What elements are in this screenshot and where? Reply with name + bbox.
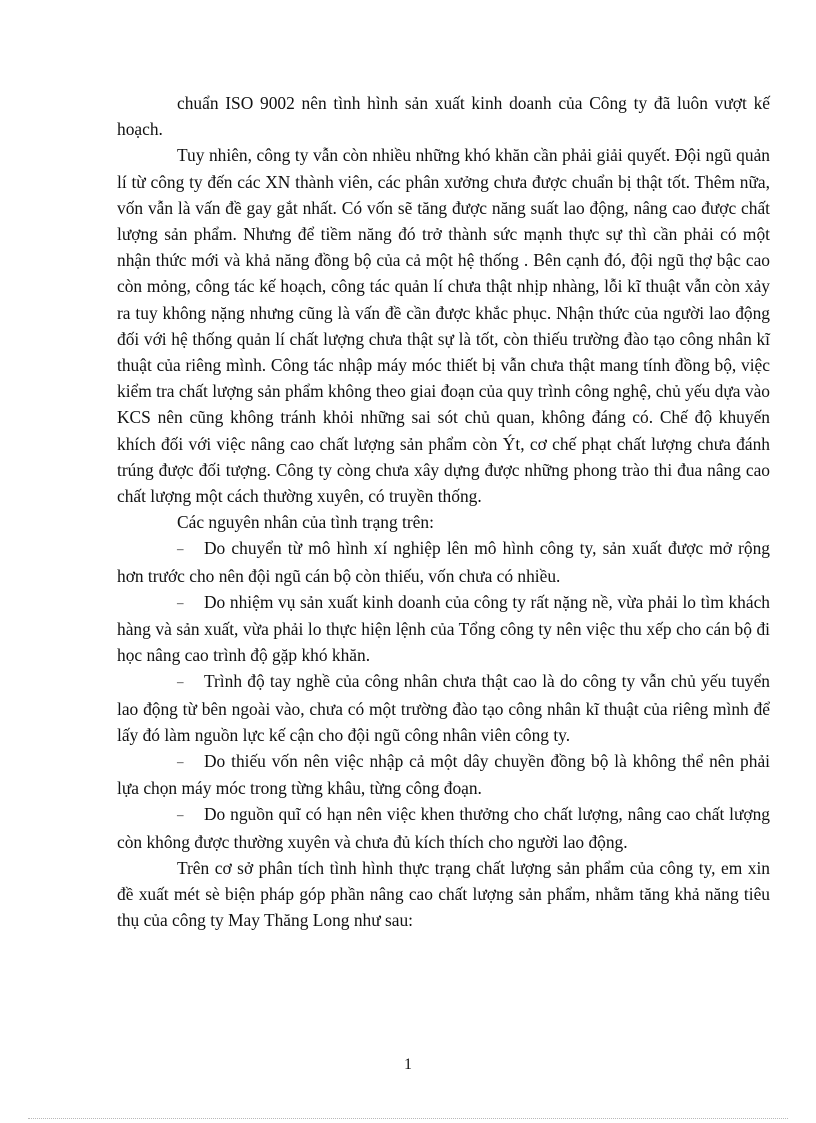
list-item-text: Do nguồn quĩ có hạn nên việc khen thưởng cho chất lượng, nâng cao chất lượng còn không được thường xuyên và chưa đủ kích thích cho người lao động. xyxy=(117,804,770,852)
list-item xyxy=(117,668,770,748)
bullet-marker: – xyxy=(177,594,184,610)
bullet-marker: – xyxy=(177,541,184,557)
list-item-text: Do thiếu vốn nên việc nhập cả một dây chuyền đồng bộ là không thể nên phải lựa chọn máy móc trong từng khâu, từng công đoạn. xyxy=(117,751,770,799)
paragraph-continuation: chuẩn ISO 9002 nên tình hình sản xuất kinh doanh của Công ty đã luôn vượt kế hoạch. xyxy=(117,93,770,140)
list-item xyxy=(117,748,770,801)
paragraph-difficulties: Tuy nhiên, công ty vẫn còn nhiều những khó khăn cần phải giải quyết. Đội ngũ quản lí từ công ty đến các XN thành viên, các phân xưởng chưa được chuẩn bị thật tốt. Thêm nữa, vốn vẫn là vấn đề gay gắt nhất. Có vốn sẽ tăng được năng suất lao động, nâng cao được chất lượng sản phẩm. Nhưng để tiềm năng đó trở thành sức mạnh thực sự thì cần phải có một nhận thức mới và khả năng đồng bộ của cả một hệ thống . Bên cạnh đó, đội ngũ thợ bậc cao còn mỏng, công tác kế hoạch, công tác quản lí chưa thật nhịp nhàng, lỗi kĩ thuật vẫn còn xảy ra tuy không nặng nhưng cũng là vấn đề cần được khắc phục. Nhận thức của người lao động đối với hệ thống quản lí chất lượng chưa thật sự là tốt, còn thiếu trường đào tạo công nhân kĩ thuật của riêng mình. Công tác nhập máy móc thiết bị vẫn chưa thật mang tính đồng bộ, việc kiểm tra chất lượng sản phẩm không theo giai đoạn của quy trình công nghệ, chủ yếu dựa vào KCS nên cũng không tránh khỏi những sai sót chủ quan, không đáng có. Chế độ khuyến khích đối với việc nâng cao chất lượng sản phẩm còn Ýt, cơ chế phạt chất lượng chưa đánh trúng được đối tượng. Công ty còng chưa xây dựng được những phong trào thi đua nâng cao chất lượng một cách thường xuyên, có truyền thống. xyxy=(117,145,770,507)
bullet-marker: – xyxy=(177,807,184,823)
list-item-text: Do nhiệm vụ sản xuất kinh doanh của công ty rất nặng nề, vừa phải lo tìm khách hàng và sản xuất, vừa phải lo thực hiện lệnh của Tổng công ty nên việc thu xếp cho cán bộ đi học nâng cao trình độ gặp khó khăn. xyxy=(117,591,770,666)
paragraph-causes-heading: Các nguyên nhân của tình trạng trên: xyxy=(177,512,434,533)
list-item-text: Do chuyển từ mô hình xí nghiệp lên mô hình công ty, sản xuất được mở rộng hơn trước cho nên đội ngũ cán bộ còn thiếu, vốn chưa có nhiều. xyxy=(117,538,770,586)
bullet-marker: – xyxy=(177,674,184,690)
list-item xyxy=(117,535,770,588)
list-item xyxy=(117,589,770,669)
page-bottom-divider xyxy=(28,1118,788,1119)
page-number: 1 xyxy=(404,1056,412,1073)
list-item-text: Trình độ tay nghề của công nhân chưa thật cao là do công ty vẫn chủ yếu tuyển lao động từ bên ngoài vào, chưa có một trường đào tạo công nhân kĩ thuật của riêng mình để lấy đó làm nguồn lực kế cận cho đội ngũ công nhân viên công ty. xyxy=(117,671,770,745)
bullet-marker: – xyxy=(177,754,184,770)
list-item xyxy=(117,801,770,854)
document-body xyxy=(117,90,770,934)
paragraph-proposal: Trên cơ sở phân tích tình hình thực trạng chất lượng sản phẩm của công ty, em xin đề xuất mét sè biện pháp góp phần nâng cao chất lượng sản phẩm, nhằm tăng khả năng tiêu thụ của công ty May Thăng Long như sau: xyxy=(117,857,770,931)
